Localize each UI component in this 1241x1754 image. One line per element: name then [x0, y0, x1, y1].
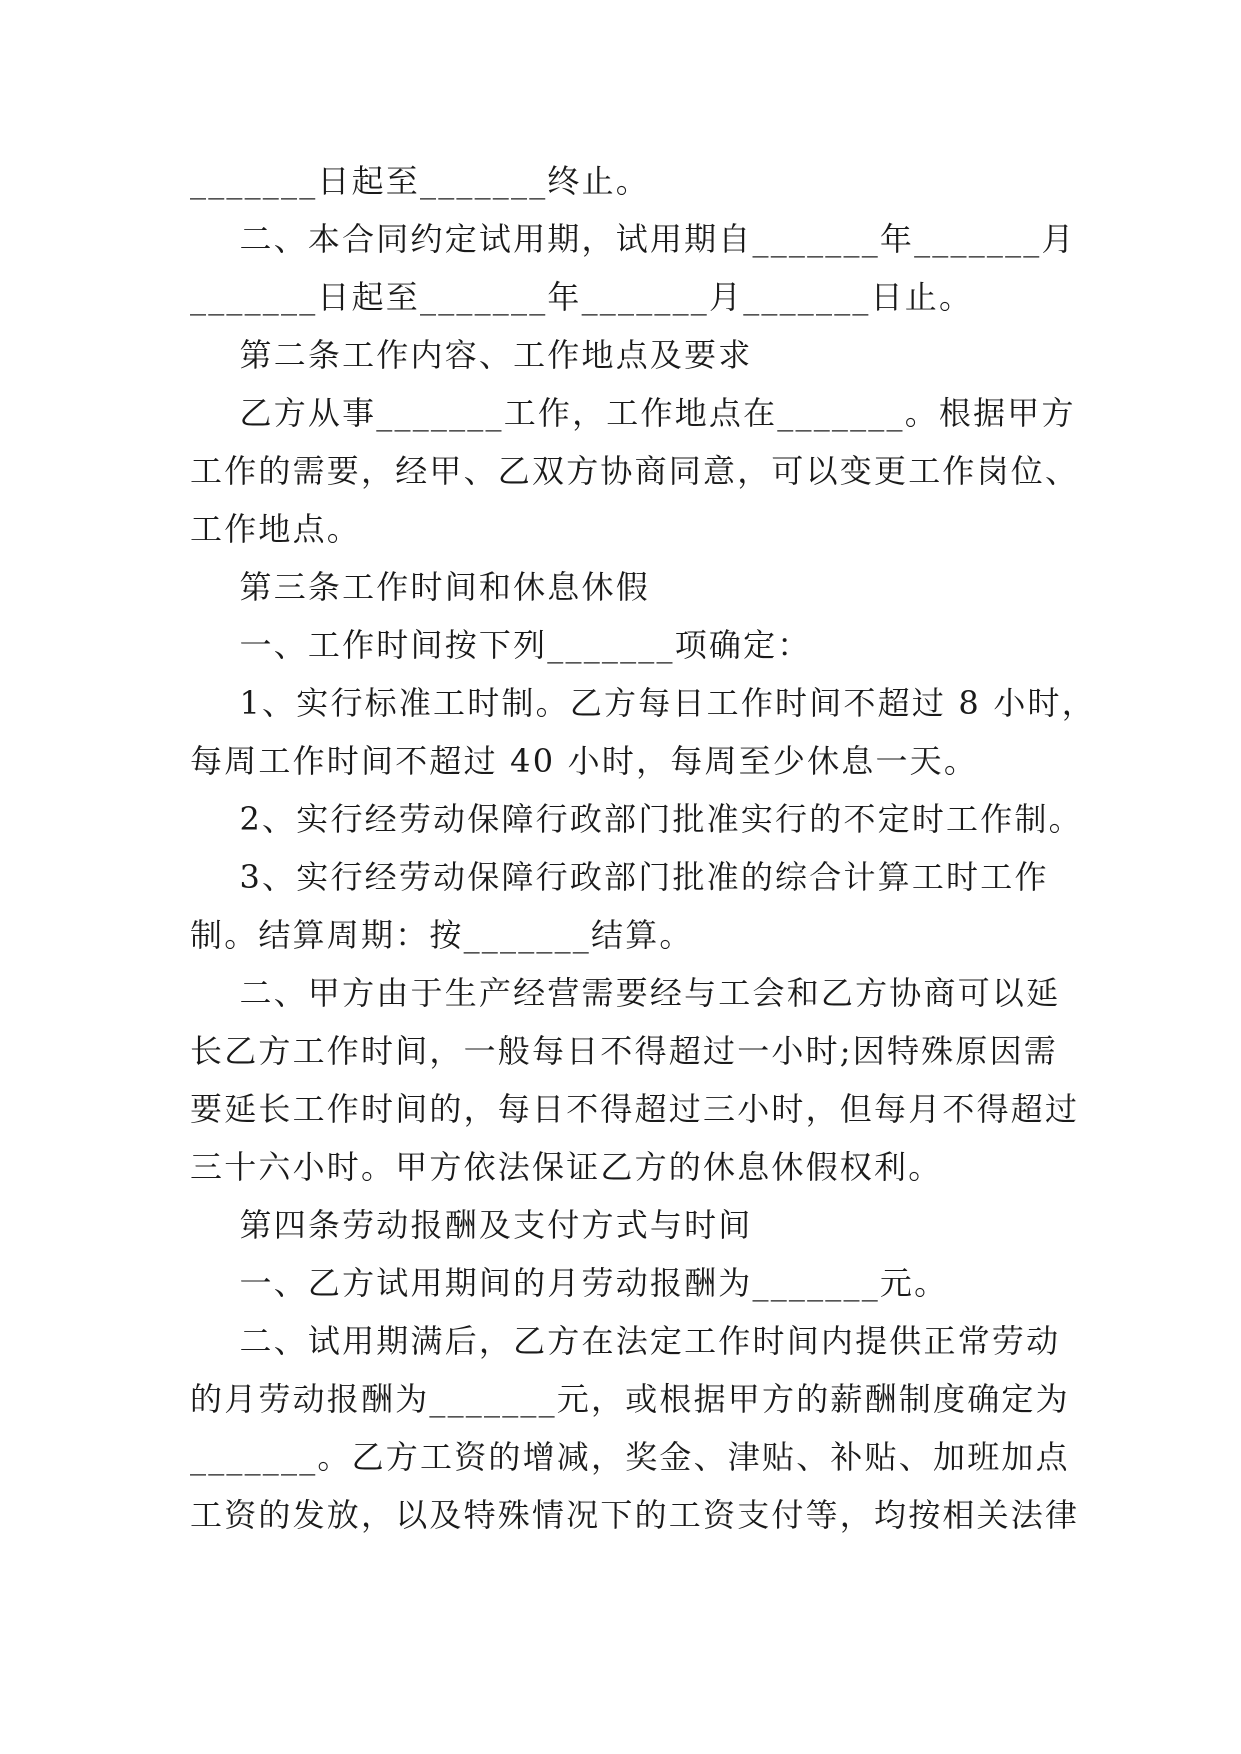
text-line: 工资的发放，以及特殊情况下的工资支付等，均按相关法律	[190, 1496, 1080, 1534]
text-line: 一、乙方试用期间的月劳动报酬为_______元。	[190, 1264, 949, 1302]
contract-body-text	[190, 152, 1096, 1544]
text-line: 1、实行标准工时制。乙方每日工作时间不超过 8 小时，	[190, 684, 1096, 722]
text-line: 制。结算周期：按_______结算。	[190, 916, 694, 954]
text-line: 二、试用期满后，乙方在法定工作时间内提供正常劳动	[190, 1322, 1061, 1360]
text-line: 乙方从事_______工作，工作地点在_______。根据甲方	[190, 394, 1076, 432]
text-line: 二、本合同约定试用期，试用期自_______年_______月	[190, 220, 1076, 258]
text-line: _______日起至_______终止。	[190, 162, 651, 200]
text-line: 三十六小时。甲方依法保证乙方的休息休假权利。	[190, 1148, 943, 1186]
text-line: 3、实行经劳动保障行政部门批准的综合计算工时工作	[190, 858, 1049, 896]
text-line: _______日起至_______年_______月_______日止。	[190, 278, 974, 316]
text-line: 工作的需要，经甲、乙双方协商同意，可以变更工作岗位、	[190, 452, 1080, 490]
text-line: 二、甲方由于生产经营需要经与工会和乙方协商可以延	[190, 974, 1061, 1012]
text-line: 长乙方工作时间，一般每日不得超过一小时;因特殊原因需	[190, 1032, 1058, 1070]
section-heading: 第四条劳动报酬及支付方式与时间	[190, 1206, 753, 1244]
text-line: 工作地点。	[190, 510, 362, 548]
section-heading: 第三条工作时间和休息休假	[190, 568, 650, 606]
text-line: 要延长工作时间的，每日不得超过三小时，但每月不得超过	[190, 1090, 1080, 1128]
section-heading: 第二条工作内容、工作地点及要求	[190, 336, 753, 374]
text-line: 的月劳动报酬为_______元，或根据甲方的薪酬制度确定为	[190, 1380, 1070, 1418]
text-line: 2、实行经劳动保障行政部门批准实行的不定时工作制。	[190, 800, 1083, 838]
text-line: 每周工作时间不超过 40 小时，每周至少休息一天。	[190, 742, 979, 780]
text-line: _______。乙方工资的增减，奖金、津贴、补贴、加班加点	[190, 1438, 1070, 1476]
text-line: 一、工作时间按下列_______项确定：	[190, 626, 812, 664]
